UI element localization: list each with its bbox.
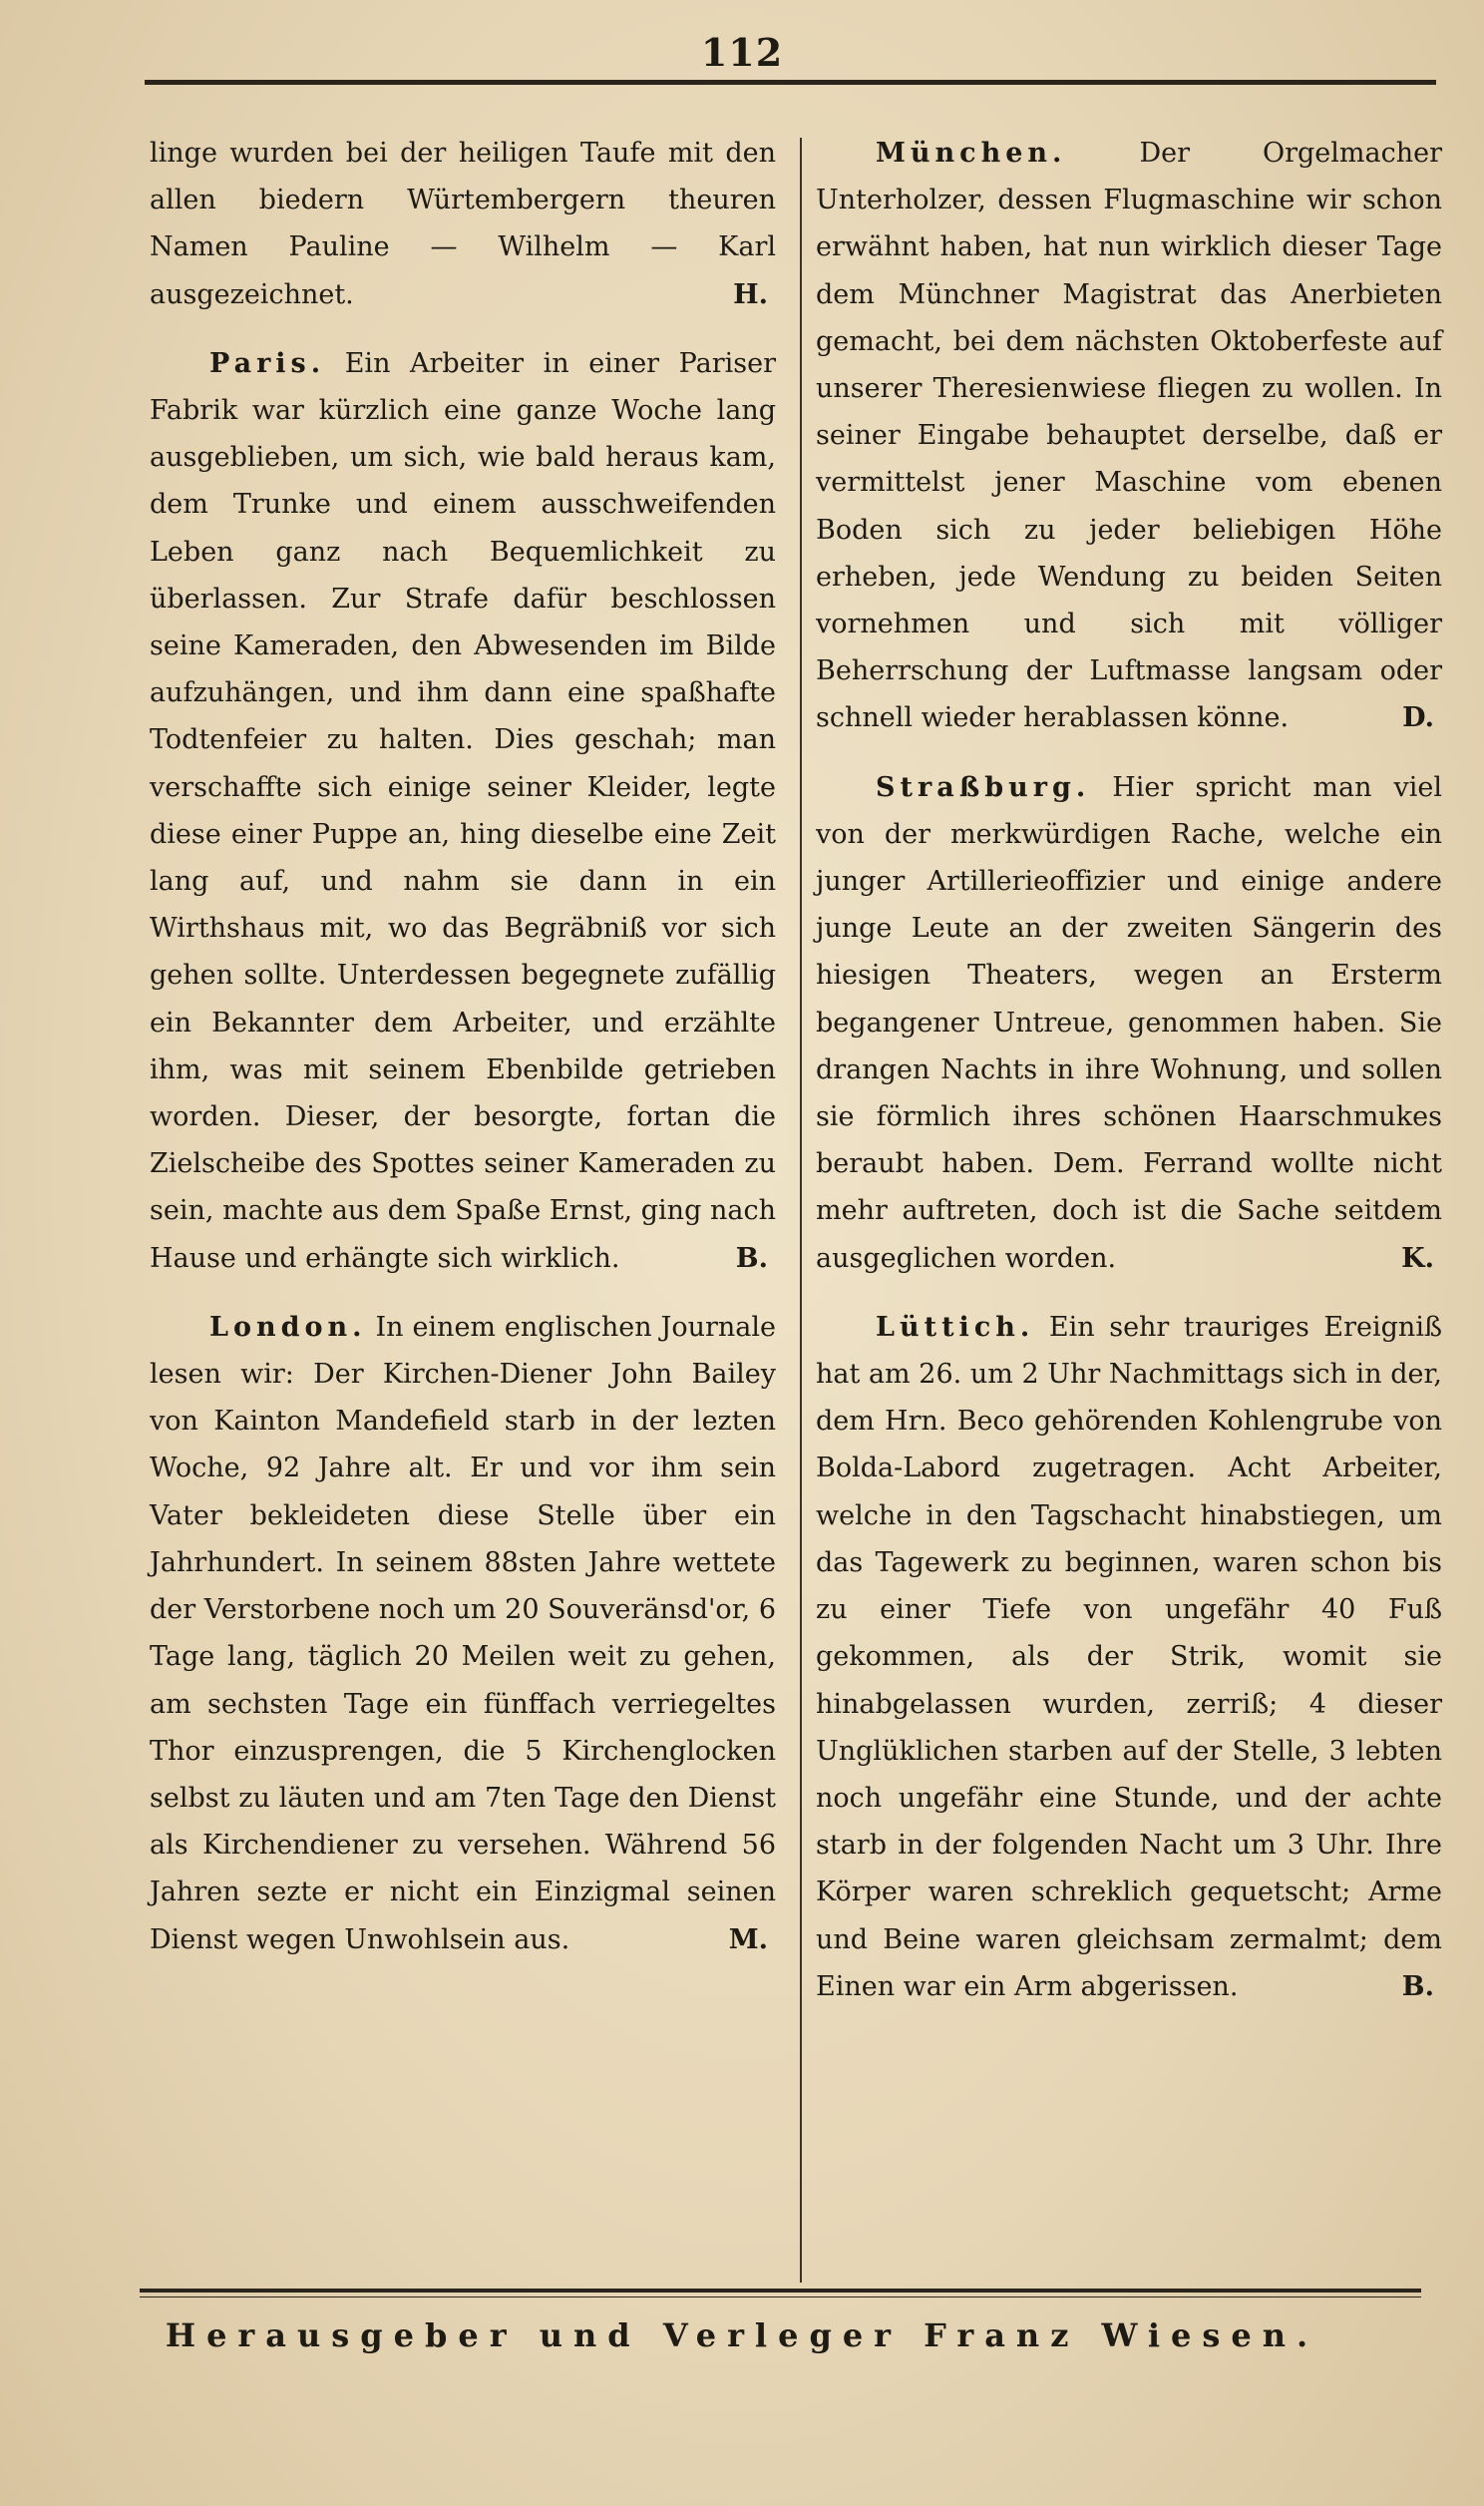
article-muenchen	[816, 130, 1442, 742]
column-divider	[800, 138, 802, 2283]
article-text: Ein Arbeiter in einer Pariser Fabrik war kürzlich eine ganze Woche lang ausgeblieben, um sich, wie bald heraus kam, dem Trunke und einem ausschweifenden Leben ganz nach Bequemlichkeit zu überlassen. Zur Strafe dafür beschlossen seine Kameraden, den Abwesenden im Bilde aufzuhängen, und ihm dann eine spaßhafte Todtenfeier zu halten. Dies geschah; man verschaffte sich einige seiner Kleider, legte diese einer Puppe an, hing dieselbe eine Zeit lang auf, und nahm sie dann in ein Wirthshaus mit, wo das Begräbniß vor sich gehen sollte. Unterdessen begegnete zufällig ein Bekannter dem Arbeiter, und erzählte ihm, was mit seinem Ebenbilde getrieben worden. Dieser, der besorgte, fortan die Zielscheibe des Spottes seiner Kameraden zu sein, machte aus dem Spaße Ernst, ging nach Hause und erhängte sich wirklich.	[150, 347, 776, 1274]
right-column	[816, 130, 1442, 2032]
article-text: Der Orgelmacher Unterholzer, dessen Flugmaschine wir schon erwähnt haben, hat nun wirklich dieser Tage dem Münchner Magistrat das Anerbieten gemacht, bei dem nächsten Oktoberfeste auf unserer Theresienwiese fliegen zu wollen. In seiner Eingabe behauptet derselbe, daß er vermittelst jener Maschine vom ebenen Boden sich zu jeder beliebigen Höhe erheben, jede Wendung zu beiden Seiten vornehmen und sich mit völliger Beherrschung der Luftmasse langsam oder schnell wieder herablassen könne.	[816, 138, 1442, 734]
article-text: linge wurden bei der heiligen Taufe mit den allen biedern Würtembergern theuren Namen Pauline — Wilhelm — Karl ausgezeichnet.	[150, 138, 776, 310]
article-text: Ein sehr trauriges Ereigniß hat am 26. um 2 Uhr Nachmittags sich in der, dem Hrn. Beco gehörenden Kohlengrube von Bolda-Labord zugetragen. Acht Arbeiter, welche in den Tagschacht hinabstiegen, um das Tagewerk zu beginnen, waren schon bis zu einer Tiefe von ungefähr 40 Fuß gekommen, als der Strik, womit sie hinabgelassen wurden, zerriß; 4 dieser Unglüklichen starben auf der Stelle, 3 lebten noch ungefähr eine Stunde, und der achte starb in der folgenden Nacht um 3 Uhr. Ihre Körper waren schreklich gequetscht; Arme und Beine waren gleichsam zermalmt; dem Einen war ein Arm abgerissen.	[816, 1311, 1442, 2002]
article-signature: B.	[1401, 1970, 1434, 2002]
footer-rule	[140, 2289, 1421, 2293]
page-number: 112	[700, 30, 784, 75]
publisher-footer: Herausgeber und Verleger Franz Wiesen.	[165, 2316, 1319, 2354]
article-place: Straßburg.	[876, 771, 1091, 803]
article-place: London.	[209, 1311, 367, 1343]
article-text: Hier spricht man viel von der merkwürdigen Rache, welche ein junger Artillerieoffizier und einige andere junge Leute an der zweiten Sängerin des hiesigen Theaters, wegen an Ersterm begangener Untreue, genommen haben. Sie drangen Nachts in ihre Wohnung, und sollen sie förmlich ihres schönen Haarschmukes beraubt haben. Dem. Ferrand wollte nicht mehr auftreten, doch ist die Sache seitdem ausgeglichen worden.	[816, 771, 1442, 1274]
article-strassburg	[816, 764, 1442, 1282]
article-signature: D.	[1402, 702, 1434, 734]
article-signature: H.	[733, 278, 768, 310]
article-signature: M.	[728, 1923, 768, 1955]
article-london	[150, 1304, 776, 1963]
article-signature: K.	[1401, 1242, 1434, 1274]
article-text: In einem englischen Journale lesen wir: Der Kirchen-Diener John Bailey von Kainton Mandefield starb in der lezten Woche, 92 Jahre alt. Er und vor ihm sein Vater bekleideten diese Stelle über ein Jahrhundert. In seinem 88sten Jahre wettete der Verstorbene noch um 20 Souveränsd'or, 6 Tage lang, täglich 20 Meilen weit zu gehen, am sechsten Tage ein fünffach verriegeltes Thor einzusprengen, die 5 Kirchenglocken selbst zu läuten und am 7ten Tage den Dienst als Kirchendiener zu versehen. Während 56 Jahren sezte er nicht ein Einzigmal seinen Dienst wegen Unwohlsein aus.	[150, 1311, 776, 1955]
article-place: München.	[876, 138, 1067, 169]
article-place: Lüttich.	[876, 1311, 1035, 1343]
header-rule	[145, 80, 1436, 85]
article-luettich	[816, 1304, 1442, 2010]
left-column	[150, 130, 776, 1985]
article-signature: B.	[735, 1242, 768, 1274]
article-place: Paris.	[209, 347, 326, 379]
article-paris	[150, 340, 776, 1282]
article-continuation	[150, 130, 776, 318]
